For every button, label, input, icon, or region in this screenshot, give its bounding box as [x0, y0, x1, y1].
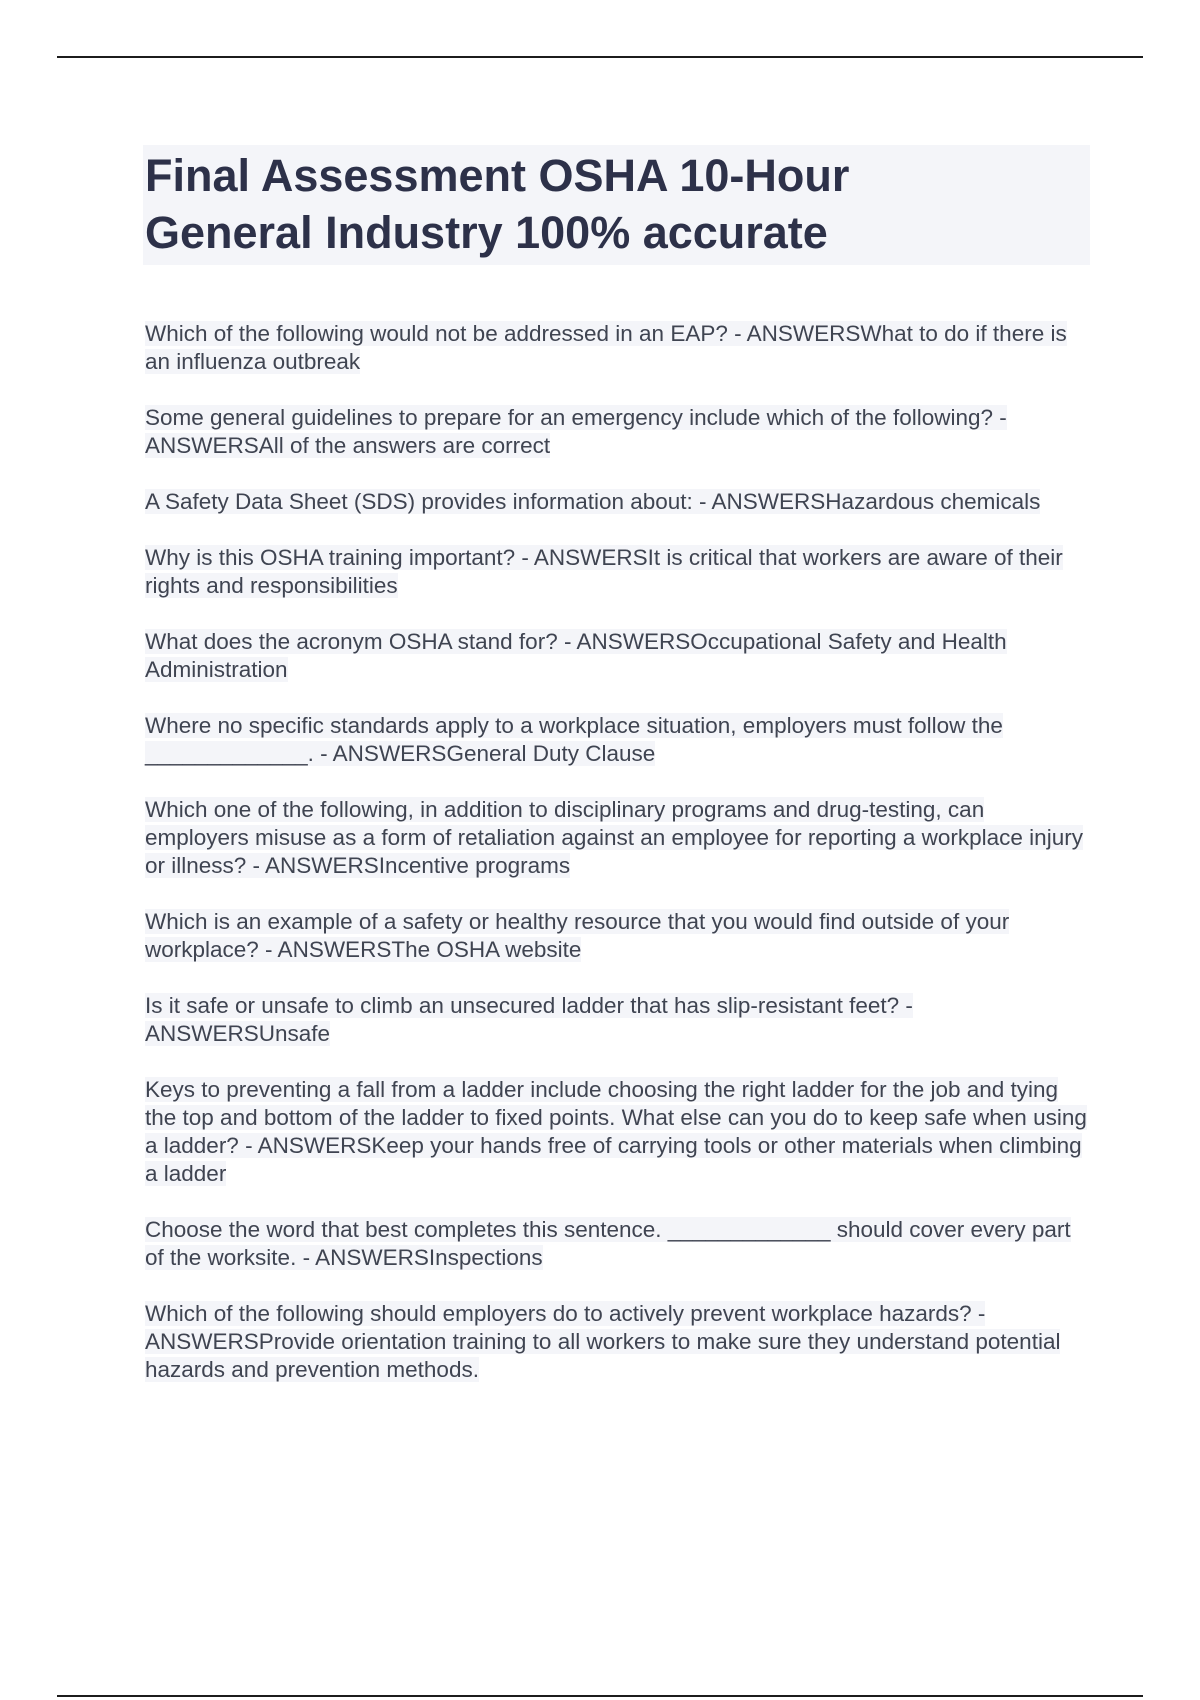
qa-item — [145, 320, 1090, 376]
document-title — [145, 147, 1080, 261]
qa-text: Some general guidelines to prepare for an emergency include which of the following? - ANSWERSAll of the answers are correct — [145, 405, 1007, 458]
qa-text: Choose the word that best completes this sentence. _____________ should cover every part of the worksite. - ANSWERSInspections — [145, 1217, 1071, 1270]
qa-text: A Safety Data Sheet (SDS) provides information about: - ANSWERSHazardous chemicals — [145, 489, 1041, 514]
qa-item — [145, 908, 1090, 964]
qa-item — [145, 628, 1090, 684]
qa-item — [145, 404, 1090, 460]
qa-text: Where no specific standards apply to a workplace situation, employers must follow the _____________. - ANSWERSGeneral Duty Clause — [145, 713, 1003, 766]
qa-text: Which one of the following, in addition to disciplinary programs and drug-testing, can employers misuse as a form of retaliation against an employee for reporting a workplace injury or illness? - ANSWERSIncentive programs — [145, 797, 1083, 878]
qa-text: What does the acronym OSHA stand for? - ANSWERSOccupational Safety and Health Administration — [145, 629, 1007, 682]
qa-item — [145, 1076, 1090, 1188]
title-line-1: Final Assessment OSHA 10-Hour — [145, 150, 850, 201]
document-body — [145, 145, 1090, 1412]
title-block — [143, 145, 1090, 265]
qa-text: Which is an example of a safety or healthy resource that you would find outside of your workplace? - ANSWERSThe OSHA website — [145, 909, 1010, 962]
qa-text: Which of the following should employers do to actively prevent workplace hazards? - ANSWERSProvide orientation training to all workers to make sure they understand potential hazards and prevention methods. — [145, 1301, 1061, 1382]
qa-item — [145, 544, 1090, 600]
qa-item — [145, 712, 1090, 768]
qa-text: Which of the following would not be addressed in an EAP? - ANSWERSWhat to do if there is an influenza outbreak — [145, 321, 1067, 374]
title-line-2: General Industry 100% accurate — [145, 207, 828, 258]
qa-item — [145, 1216, 1090, 1272]
qa-text: Is it safe or unsafe to climb an unsecured ladder that has slip-resistant feet? - ANSWERSUnsafe — [145, 993, 913, 1046]
qa-list — [145, 320, 1090, 1384]
qa-text: Keys to preventing a fall from a ladder include choosing the right ladder for the job and tying the top and bottom of the ladder to fixed points. What else can you do to keep safe when using a ladder? - ANSWERSKeep your hands free of carrying tools or other materials when climbing a ladder — [145, 1077, 1087, 1186]
qa-item — [145, 488, 1090, 516]
top-rule — [57, 56, 1143, 58]
qa-item — [145, 1300, 1090, 1384]
bottom-rule — [57, 1695, 1143, 1697]
qa-text: Why is this OSHA training important? - ANSWERSIt is critical that workers are aware of their rights and responsibilities — [145, 545, 1063, 598]
qa-item — [145, 796, 1090, 880]
qa-item — [145, 992, 1090, 1048]
